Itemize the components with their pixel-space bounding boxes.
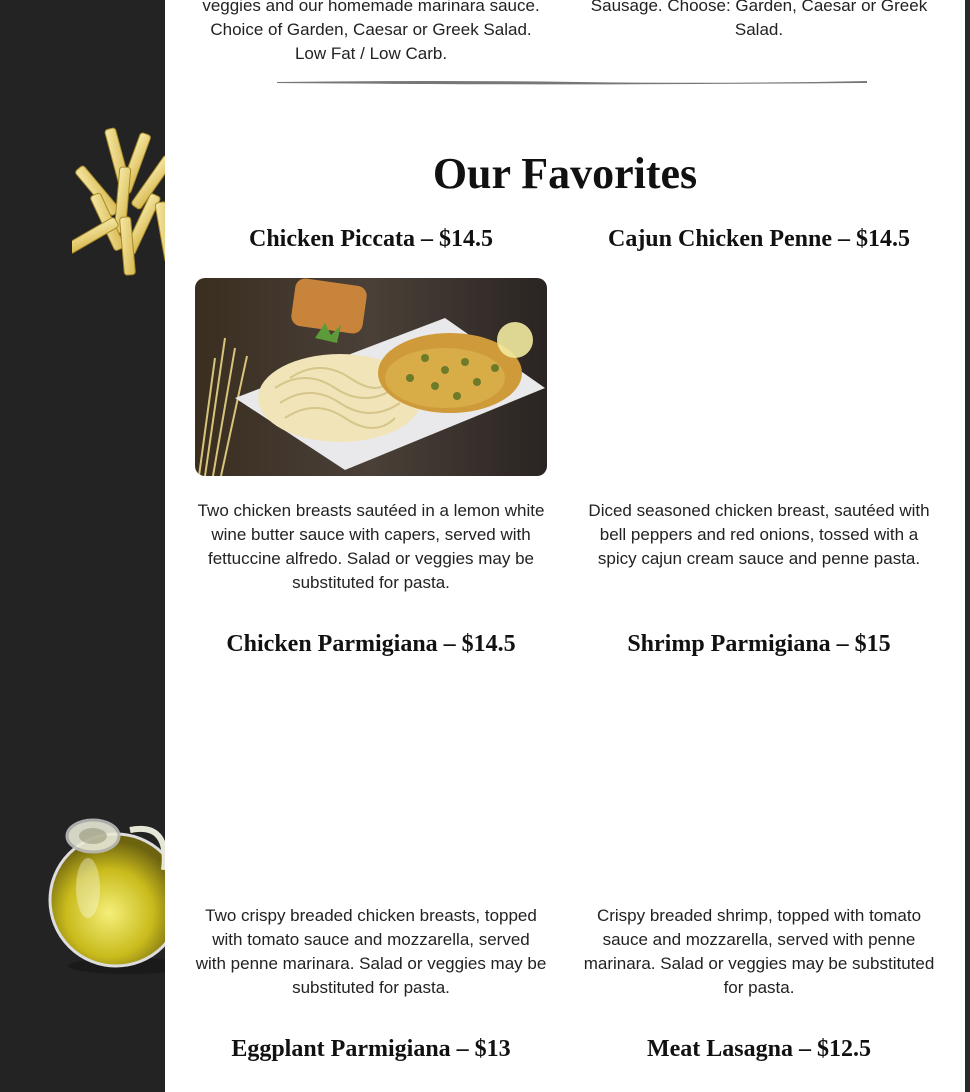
dish-title: Meat Lasagna – $12.5 xyxy=(647,1036,871,1062)
dish-description: Sausage. Choose: Garden, Caesar or Greek Salad. xyxy=(590,0,928,39)
dish-title: Eggplant Parmigiana – $13 xyxy=(231,1036,511,1062)
dish-description: Two crispy breaded chicken breasts, topped with tomato sauce and mozzarella, served with penne marinara. Salad or veggies may be substituted for pasta. xyxy=(195,906,547,997)
menu-content xyxy=(165,0,965,1092)
dish-description: Diced seasoned chicken breast, sautéed with bell peppers and red onions, tossed with a spicy cajun cream sauce and penne pasta. xyxy=(588,501,930,568)
right-edge-border xyxy=(965,0,970,1092)
dish-description: Crispy breaded shrimp, topped with tomato sauce and mozzarella, served with penne marinara. Salad or veggies may be substituted for pasta. xyxy=(583,906,935,997)
section-title: Our Favorites xyxy=(432,149,698,198)
brush-divider xyxy=(277,78,867,86)
dish-title: Chicken Parmigiana – $14.5 xyxy=(226,631,516,657)
dish-description: Two chicken breasts sautéed in a lemon white wine butter sauce with capers, served with fettuccine alfredo. Salad or veggies may be substituted for pasta. xyxy=(197,501,545,592)
chicken-piccata-photo xyxy=(195,278,547,476)
dish-title: Cajun Chicken Penne – $14.5 xyxy=(607,226,911,252)
dish-description: veggies and our homemade marinara sauce. Choice of Garden, Caesar or Greek Salad. Low Fat / Low Carb. xyxy=(202,0,540,63)
dish-title: Chicken Piccata – $14.5 xyxy=(249,226,493,252)
dish-title: Shrimp Parmigiana – $15 xyxy=(627,631,891,657)
